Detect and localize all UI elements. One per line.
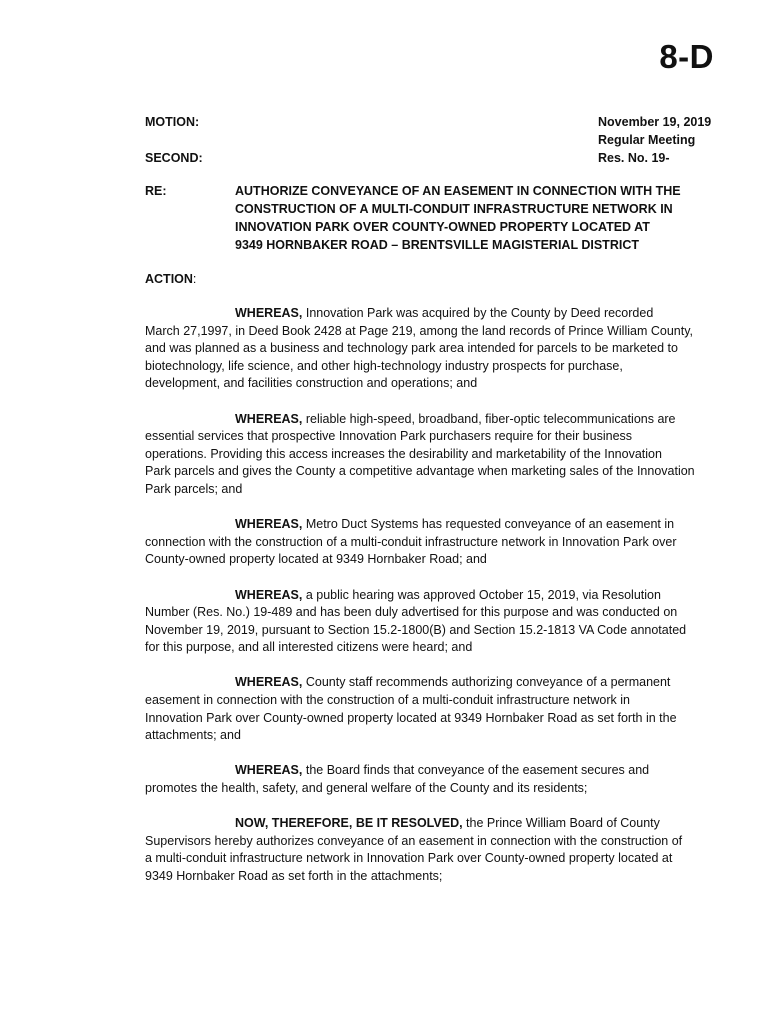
paragraph-line: a multi-conduit infrastructure network in Innovation Park over County-owned property located at bbox=[145, 851, 673, 866]
whereas-paragraph bbox=[145, 305, 727, 393]
whereas-paragraph bbox=[145, 587, 727, 657]
paragraph-line: promotes the health, safety, and general welfare of the County and its residents; bbox=[145, 781, 588, 796]
header-labels bbox=[145, 113, 203, 167]
paragraph-line: 9349 Hornbaker Road as set forth in the attachments; bbox=[145, 869, 443, 883]
paragraph-line: Innovation Park over County-owned property located at 9349 Hornbaker Road as set forth in the bbox=[145, 710, 677, 725]
paragraph-text: Innovation Park was acquired by the County by Deed recorded bbox=[302, 306, 654, 320]
paragraph-line: essential services that prospective Innovation Park purchasers require for their business bbox=[145, 429, 633, 444]
paragraph-line bbox=[145, 815, 727, 833]
action-heading bbox=[145, 270, 196, 288]
resolution-body bbox=[145, 305, 727, 903]
meeting-info bbox=[598, 113, 711, 167]
paragraph-line bbox=[145, 305, 727, 323]
paragraph-lead: WHEREAS, bbox=[235, 306, 303, 320]
paragraph-line: operations. Providing this access increases the desirability and marketability of the Innovation bbox=[145, 446, 662, 461]
paragraph-lead: WHEREAS, bbox=[235, 587, 303, 602]
subject-line: CONSTRUCTION OF A MULTI-CONDUIT INFRASTRUCTURE NETWORK IN bbox=[235, 202, 673, 216]
whereas-paragraph bbox=[145, 516, 727, 569]
paragraph-text: the Board finds that conveyance of the easement secures and bbox=[302, 763, 650, 778]
motion-label: MOTION: bbox=[145, 115, 200, 129]
meeting-date: November 19, 2019 bbox=[598, 115, 712, 129]
whereas-paragraph bbox=[145, 762, 727, 797]
paragraph-line: development, and facilities construction and operations; and bbox=[145, 376, 478, 391]
meeting-type: Regular Meeting bbox=[598, 133, 696, 147]
re-label: RE: bbox=[145, 184, 167, 198]
paragraph-line: Park parcels and gives the County a competitive advantage when marketing sales of the Innovation bbox=[145, 464, 695, 479]
resolution-number: Res. No. 19- bbox=[598, 151, 670, 165]
paragraph-line bbox=[145, 587, 727, 605]
paragraph-line: Supervisors hereby authorizes conveyance of an easement in connection with the construction of bbox=[145, 833, 683, 848]
subject-line: AUTHORIZE CONVEYANCE OF AN EASEMENT IN CONNECTION WITH THE bbox=[235, 184, 681, 198]
whereas-paragraph bbox=[145, 674, 727, 744]
paragraph-text: a public hearing was approved October 15, 2019, via Resolution bbox=[302, 587, 661, 602]
paragraph-line: November 19, 2019, pursuant to Section 15.2-1800(B) and Section 15.2-1813 VA Code annotated bbox=[145, 622, 687, 637]
paragraph-line bbox=[145, 674, 727, 692]
paragraph-line: for this purpose, and all interested citizens were heard; and bbox=[145, 640, 473, 655]
paragraph-line: connection with the construction of a multi-conduit infrastructure network in Innovation Park over bbox=[145, 534, 677, 549]
paragraph-line: County-owned property located at 9349 Hornbaker Road; and bbox=[145, 552, 487, 567]
paragraph-line: easement in connection with the construction of a multi-conduit infrastructure network in bbox=[145, 693, 630, 708]
second-label: SECOND: bbox=[145, 151, 203, 165]
paragraph-line: Park parcels; and bbox=[145, 481, 243, 496]
subject-text bbox=[235, 182, 705, 254]
paragraph-line: March 27,1997, in Deed Book 2428 at Page 219, among the land records of Prince William County, bbox=[145, 323, 693, 338]
paragraph-text: Metro Duct Systems has requested conveyance of an easement in bbox=[302, 517, 675, 532]
paragraph-line: and was planned as a business and technology park area intended for parcels to be marketed to bbox=[145, 341, 678, 356]
action-colon: : bbox=[192, 272, 197, 286]
paragraph-text: County staff recommends authorizing conveyance of a permanent bbox=[302, 675, 671, 690]
paragraph-line bbox=[145, 762, 727, 780]
paragraph-lead: WHEREAS, bbox=[235, 763, 303, 778]
paragraph-text: the Prince William Board of County bbox=[462, 816, 660, 831]
action-label: ACTION bbox=[145, 272, 193, 286]
paragraph-line bbox=[145, 411, 727, 429]
paragraph-lead: WHEREAS, bbox=[235, 517, 303, 532]
item-number: 8-D bbox=[659, 38, 714, 75]
paragraph-lead: NOW, THEREFORE, BE IT RESOLVED, bbox=[235, 816, 463, 831]
resolved-paragraph bbox=[145, 815, 727, 885]
paragraph-line bbox=[145, 516, 727, 534]
whereas-paragraph bbox=[145, 411, 727, 499]
subject-line: 9349 HORNBAKER ROAD – BRENTSVILLE MAGISTERIAL DISTRICT bbox=[235, 238, 639, 252]
paragraph-lead: WHEREAS, bbox=[235, 411, 303, 426]
subject-line: INNOVATION PARK OVER COUNTY-OWNED PROPERTY LOCATED AT bbox=[235, 220, 650, 234]
paragraph-line: biotechnology, life science, and other high-technology industry prospects for purchase, bbox=[145, 358, 623, 373]
paragraph-line: attachments; and bbox=[145, 728, 241, 743]
paragraph-text: reliable high-speed, broadband, fiber-optic telecommunications are bbox=[302, 411, 676, 426]
paragraph-line: Number (Res. No.) 19-489 and has been duly advertised for this purpose and was conducted on bbox=[145, 605, 678, 620]
paragraph-lead: WHEREAS, bbox=[235, 675, 303, 690]
